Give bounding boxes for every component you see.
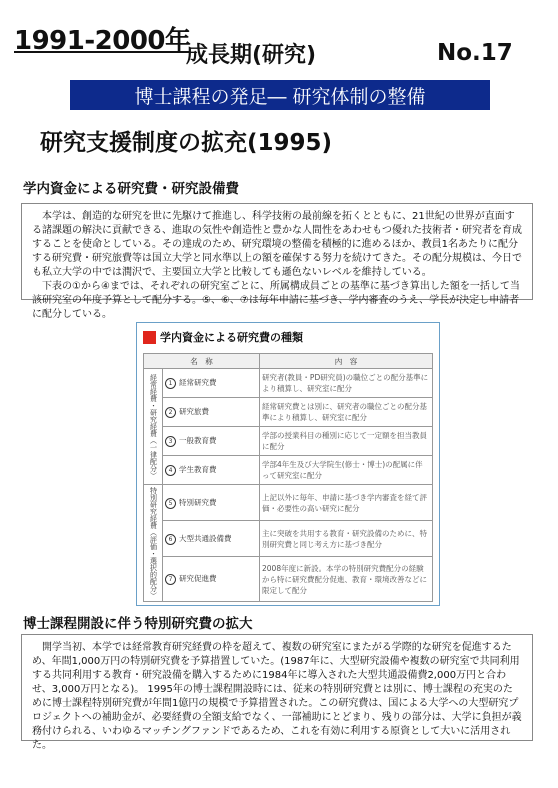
group-label-special: 特別研究経費（評価・選択的配分） (144, 485, 163, 602)
page-number: No.17 (437, 40, 513, 66)
table-row (144, 521, 433, 557)
red-square-icon (143, 331, 156, 344)
row-name: 2 研究旅費 (163, 398, 260, 427)
section2-title: 博士課程開設に伴う特別研究費の拡大 (23, 616, 253, 632)
row-desc: 学部の授業科目の種別に応じて一定額を担当教員に配分 (260, 427, 433, 456)
table-row (144, 557, 433, 602)
row-name: 4 学生教育費 (163, 456, 260, 485)
chapter-banner: 博士課程の発足― 研究体制の整備 (70, 80, 490, 110)
section1-text-box (21, 203, 533, 320)
row-name: 1 経常研究費 (163, 369, 260, 398)
row-desc: 上記以外に毎年、申請に基づき学内審査を経て評価・必要性の高い研究に配分 (260, 485, 433, 521)
era-label: 1991-2000年 (14, 26, 191, 56)
table-header-name: 名 称 (144, 354, 260, 369)
row-desc: 2008年度に新設。本学の特別研究費配分の経験から特に研究費配分促進、教育・環境改善などに限定して配分 (260, 557, 433, 602)
table-title-text: 学内資金による研究費の種類 (160, 331, 303, 344)
section2-text-box (21, 634, 533, 751)
section2-paragraph: 開学当初、本学では経常教育研究経費の枠を超えて、複数の研究室にまたがる学際的な研究を促進するため、年間1,000万円の特別研究費を予算措置していた。(1987年に、大型研究設備や複数の研究室で共同利用する共同利用する教育・研究設備を購入するために1984年に導入された大型共通設備費2,000万円と合わせ、3,000万円となる)。 1995年の博士課程開設時には、従来の特別研究費とは別に、博士課程の充実のために博士課程特別研究費が年間1億円の規模で予算措置された。この研究費は、国による大学への大型研究プロジェクトへの補助金が、必要経費の全額支給でなく、一部補助にとどまり、残りの部分は、大学に負担が義務付けられる、いわゆるマッチングファンドであるため、これを有効に利用する原資として大いに活用された。 (32, 642, 522, 751)
section1-title: 学内資金による研究費・研究設備費 (23, 181, 239, 197)
row-name: 6 大型共通設備費 (163, 521, 260, 557)
row-desc: 経常研究費とは別に、研究者の職位ごとの配分基準により積算し、研究室に配分 (260, 398, 433, 427)
section1-paragraph-2: 下表の①から④までは、それぞれの研究室ごとに、所属構成員ごとの基準に基づき算出した額を一括して当該研究室の年度予算として配分する。⑤、⑥、⑦は毎年申請に基づき、学内審査のうえ、学長が決定し申請者に配分している。 (32, 281, 520, 320)
table-row (144, 369, 433, 398)
page-title: 研究支援制度の拡充(1995) (40, 130, 333, 156)
table-header-content: 内 容 (260, 354, 433, 369)
row-desc: 研究者(教員・PD研究員)の職位ごとの配分基準により積算し、研究室に配分 (260, 369, 433, 398)
row-desc: 主に突破を共用する教育・研究設備のために、特別研究費と同じ考え方に基づき配分 (260, 521, 433, 557)
row-name: 3 一般教育費 (163, 427, 260, 456)
row-name: 5 特別研究費 (163, 485, 260, 521)
group-label-regular: 経常経費・研究経費（一律配分） (144, 369, 163, 485)
phase-label: 成長期(研究) (186, 43, 317, 68)
row-desc: 学部4年生及び大学院生(修士・博士)の配属に伴って研究室に配分 (260, 456, 433, 485)
funding-table-panel (136, 322, 440, 606)
funding-table (143, 353, 433, 602)
table-title (143, 329, 303, 345)
section1-paragraph-1: 本学は、創造的な研究を世に先駆けて推進し、科学技術の最前線を拓くとともに、21世紀の世界が直面する諸課題の解決に貢献できる、進取の気性や創造性と豊かな人間性をあわせもつ優れた技術者・研究者を育成することを使命としている。その達成のため、研究環境の整備を積極的に進めるほか、教員1名あたりに配分する研究費・研究旅費等は国立大学と同水準以上の額を確保する努力を続けてきた。その配分規模は、今日でも私立大学の中では潤沢で、主要国立大学と比較しても遜色ないレベルを維持している。 (32, 211, 522, 278)
row-name: 7 研究促進費 (163, 557, 260, 602)
table-row (144, 456, 433, 485)
table-row (144, 485, 433, 521)
table-row (144, 398, 433, 427)
table-row (144, 427, 433, 456)
